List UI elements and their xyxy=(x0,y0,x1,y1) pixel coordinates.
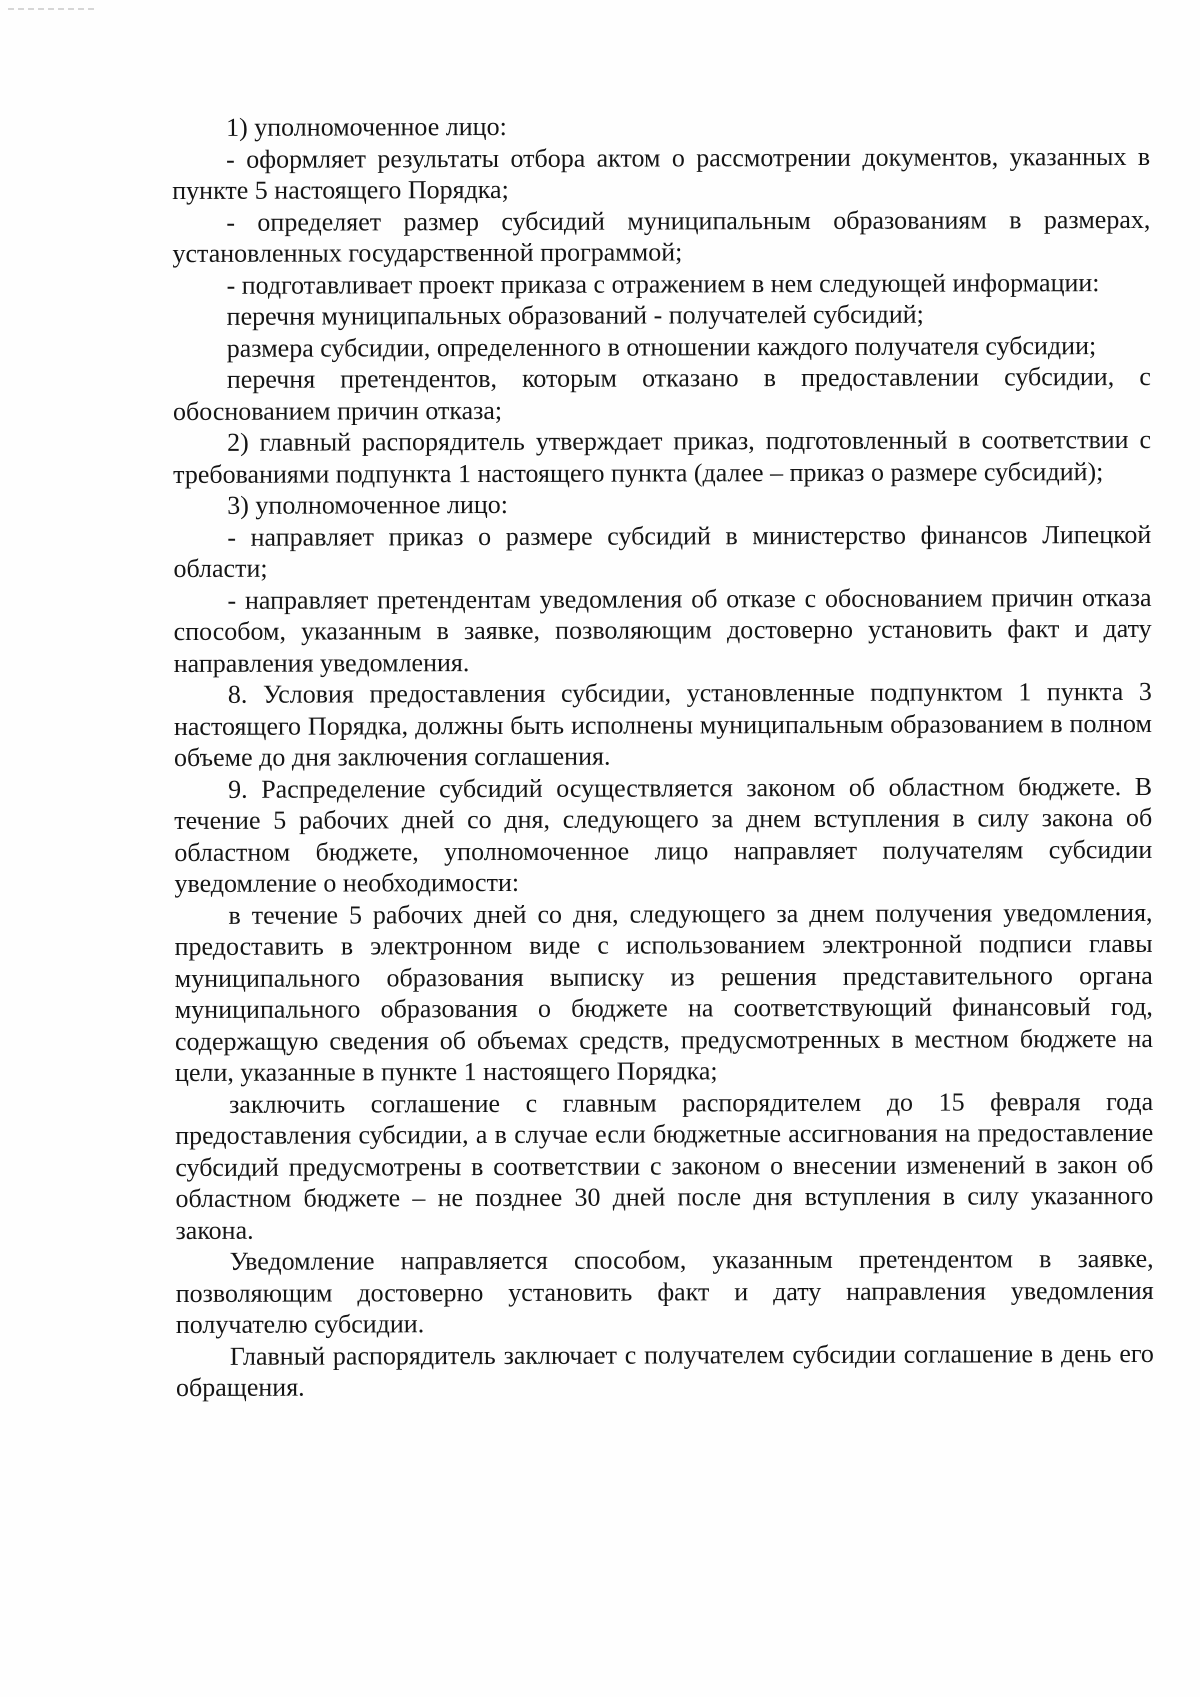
document-body xyxy=(172,109,1154,1404)
paragraph-item-3-authorized-person: 3) уполномоченное лицо: xyxy=(227,489,509,520)
paragraph-submit-extract: в течение 5 рабочих дней со дня, следующего за днем получения уведомления, предоставить в электронном виде с использованием электронной подписи главы муниципального образования выписку из решения представительного органа муниципального образования о бюджете на соответствующий финансовый год, содержащую сведения об объемах средств, предусмотренных в местном бюджете на цели, указанные в пункте 1 настоящего Порядка; xyxy=(174,897,1153,1087)
paragraph-item-1-authorized-person: 1) уполномоченное лицо: xyxy=(226,111,507,142)
paragraph-send-order-ministry: - направляет приказ о размере субсидий в министерство финансов Липецкой области; xyxy=(173,519,1152,583)
paragraph-list-municipalities: перечня муниципальных образований - получателей субсидий; xyxy=(226,299,924,331)
paragraph-clause-8: 8. Условия предоставления субсидии, установленные подпунктом 1 пункта 3 настоящего Порядка, должны быть исполнены муниципальным образованием в полном объеме до дня заключения соглашения. xyxy=(173,676,1152,772)
paragraph-draft-order: - подготавливает проект приказа с отражением в нем следующей информации: xyxy=(226,267,1100,300)
paragraph-agreement-day: Главный распорядитель заключает с получателем субсидии соглашение в день его обращения. xyxy=(175,1338,1154,1402)
paragraph-notice-method: Уведомление направляется способом, указанным претендентом в заявке, позволяющим достоверно установить факт и дату направления уведомления получателю субсидии. xyxy=(175,1243,1154,1339)
paragraph-clause-9: 9. Распределение субсидий осуществляется законом об областном бюджете. В течение 5 рабочих дней со дня, следующего за днем вступления в силу закона об областном бюджете, уполномоченное лицо направляет получателям субсидии уведомление о необходимости: xyxy=(174,771,1153,898)
paragraph-subsidy-size: - определяет размер субсидий муниципальным образованиям в размерах, установленных государственной программой; xyxy=(172,204,1151,268)
paragraph-subsidy-amount: размера субсидии, определенного в отношении каждого получателя субсидии; xyxy=(226,330,1097,363)
paragraph-item-2-main-administrator: 2) главный распорядитель утверждает приказ, подготовленный в соответствии с требованиями подпункта 1 настоящего пункта (далее – приказ о размере субсидий); xyxy=(173,424,1152,489)
paragraph-selection-act: - оформляет результаты отбора актом о рассмотрении документов, указанных в пункте 5 настоящего Порядка; xyxy=(172,141,1151,205)
paragraph-send-refusal-notices: - направляет претендентам уведомления об отказе с обоснованием причин отказа способом, указанным в заявке, позволяющим достоверно установить факт и дату направления уведомления. xyxy=(173,582,1152,678)
paragraph-conclude-agreement: заключить соглашение с главным распорядителем до 15 февраля года предоставления субсидии, а в случае если бюджетные ассигнования на предоставление субсидий предусмотрены в соответствии с законом о внесении изменений в закон об областном бюджете – не позднее 30 дней после дня вступления в силу указанного закона. xyxy=(175,1086,1154,1245)
paragraph-refused-applicants: перечня претендентов, которым отказано в предоставлении субсидии, с обоснованием причин отказа; xyxy=(172,361,1151,426)
scan-edge-mark xyxy=(8,8,98,10)
